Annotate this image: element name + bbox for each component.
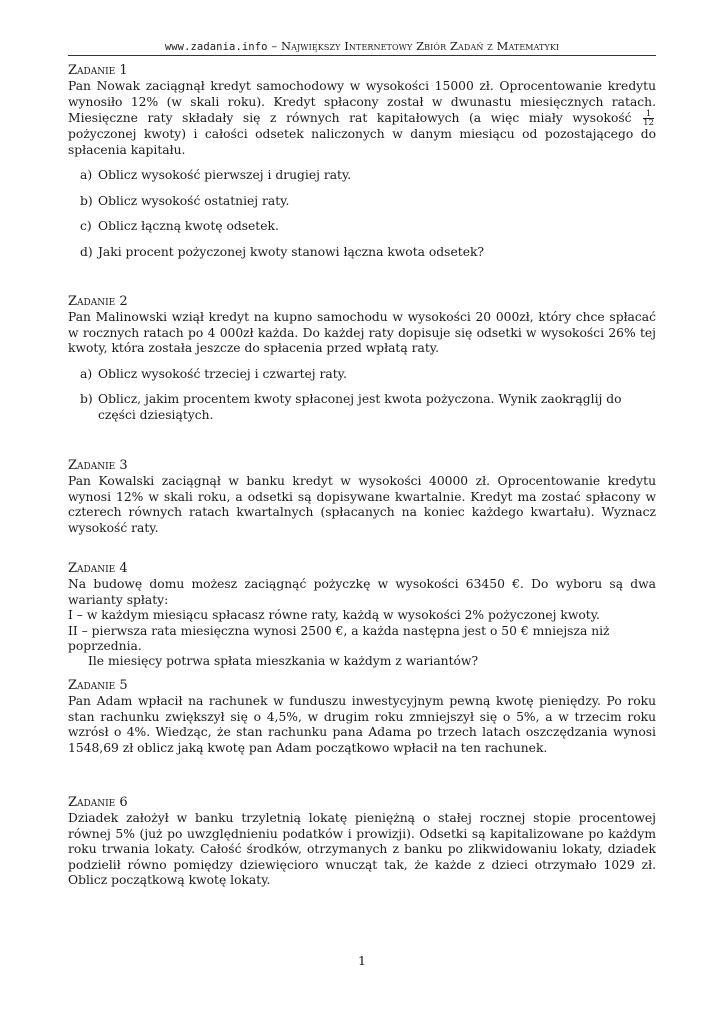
header-dash: – xyxy=(267,39,281,53)
task-6-title: Zadanie 6 xyxy=(68,795,128,810)
header-site[interactable]: www.zadania.info xyxy=(164,41,268,53)
task-1-title: Zadanie 1 xyxy=(68,63,128,78)
fraction-numerator: 1 xyxy=(643,110,654,119)
task-5-text: Pan Adam wpłacił na rachunek w funduszu inwestycyjnym pewną kwotę pieniędzy. Po roku stan rachunku zwiększył się o 4,5%, w drugim roku zmniejszył się o 5%, a w trzecim roku wzrósł o 4%. Wiedząc, że stan rachunku pana Adama po trzech latach oszczędzania wynosi 1548,69 zł oblicz jaką kwotę pan Adam początkowo wpłacił na ten rachunek. xyxy=(68,694,656,755)
task-4-intro: Na budowę domu możesz zaciągnąć pożyczkę w wysokości 63450 €. Do wyboru są dwa warianty spłaty: xyxy=(68,577,656,607)
task-2 xyxy=(68,294,656,433)
task-2-subitems xyxy=(68,367,656,423)
fraction-denominator: 12 xyxy=(643,118,654,129)
task-1-text-part-b: pożyczonej kwoty) i całości odsetek naliczonych w danym miesiącu od pozostającego do spłacenia kapitału. xyxy=(68,127,656,157)
task-4-question: Ile miesięcy potrwa spłata mieszkania w każdym z wariantów? xyxy=(88,654,479,669)
task-3 xyxy=(68,458,656,536)
item-text: Jaki procent pożyczonej kwoty stanowi łączna kwota odsetek? xyxy=(98,244,485,259)
task-4-variant-1: I – w każdym miesiącu spłacasz równe raty, każdą w wysokości 2% pożyczonej kwoty. xyxy=(68,608,600,623)
list-item xyxy=(68,168,656,183)
header-title: Największy Internetowy Zbiór Zadań z Matematyki xyxy=(280,39,560,53)
task-3-text: Pan Kowalski zaciągnął w banku kredyt w wysokości 40000 zł. Oprocentowanie kredytu wynosi 12% w skali roku, a odsetki są dopisywane kwartalnie. Kredyt ma zostać spłacony w czterech równych ratach kwartalnych (spłacanych na koniec każdego kwartału). Wyznacz wysokość raty. xyxy=(68,474,656,535)
item-label: c) xyxy=(80,219,92,234)
task-5-title: Zadanie 5 xyxy=(68,678,128,693)
fraction-one-twelfth xyxy=(643,110,654,127)
page-header xyxy=(68,39,656,53)
task-2-text: Pan Malinowski wziął kredyt na kupno samochodu w wysokości 20 000zł, który chce spłacać w rocznych ratach po 4 000zł każda. Do każdej raty dopisuje się odsetki w wysokości 26% tej kwoty, która została jeszcze do spłacenia przed wpłatą raty. xyxy=(68,310,656,356)
list-item xyxy=(68,245,656,260)
task-2-title: Zadanie 2 xyxy=(68,294,128,309)
item-text: Oblicz wysokość ostatniej raty. xyxy=(98,193,290,208)
task-6-text: Dziadek założył w banku trzyletnią lokatę pieniężną o stałej rocznej stopie procentowej równej 5% (już po uwzględnieniu podatków i prowizji). Odsetki są kapitalizowane po każdym roku trwania lokaty. Całość środków, otrzymanych z banku po zlikwidowaniu lokaty, dziadek podzielił równo pomiędzy dziewięcioro wnucząt tak, że każde z dzieci otrzymało 1029 zł. Oblicz początkową kwotę lokaty. xyxy=(68,811,656,888)
header-rule xyxy=(68,55,656,56)
item-text: Oblicz, jakim procentem kwoty spłaconej jest kwota pożyczona. Wynik zaokrąglij do części dziesiątych. xyxy=(98,392,622,422)
task-4-variant-2: II – pierwsza rata miesięczna wynosi 2500 €, a każda następna jest o 50 € mniejsza niż poprzednia. xyxy=(68,623,610,654)
item-text: Oblicz wysokość pierwszej i drugiej raty. xyxy=(98,168,352,183)
item-label: a) xyxy=(80,168,93,183)
item-label: b) xyxy=(80,193,93,208)
item-label: d) xyxy=(80,244,93,259)
task-1-subitems xyxy=(68,168,656,260)
task-1-text xyxy=(68,79,656,158)
task-4-title: Zadanie 4 xyxy=(68,561,128,576)
list-item xyxy=(68,194,656,209)
list-item xyxy=(68,367,656,382)
item-text: Oblicz łączną kwotę odsetek. xyxy=(98,219,279,234)
task-1 xyxy=(68,63,656,270)
task-5 xyxy=(68,678,656,756)
page-number: 1 xyxy=(358,953,366,968)
item-text: Oblicz wysokość trzeciej i czwartej raty. xyxy=(98,366,347,381)
task-3-title: Zadanie 3 xyxy=(68,458,128,473)
task-1-text-part-a: Pan Nowak zaciągnął kredyt samochodowy w wysokości 15000 zł. Oprocentowanie kredytu wynosiło 12% (w skali roku). Kredyt spłacony został w dwunastu miesięcznych ratach. Miesięczne raty składały się z równych rat kapitałowych (a więc miały wysokość xyxy=(68,79,656,126)
item-label: a) xyxy=(80,366,93,381)
task-4 xyxy=(68,561,656,670)
list-item xyxy=(68,219,656,234)
item-label: b) xyxy=(80,392,93,407)
list-item xyxy=(68,392,656,423)
task-6 xyxy=(68,795,656,888)
